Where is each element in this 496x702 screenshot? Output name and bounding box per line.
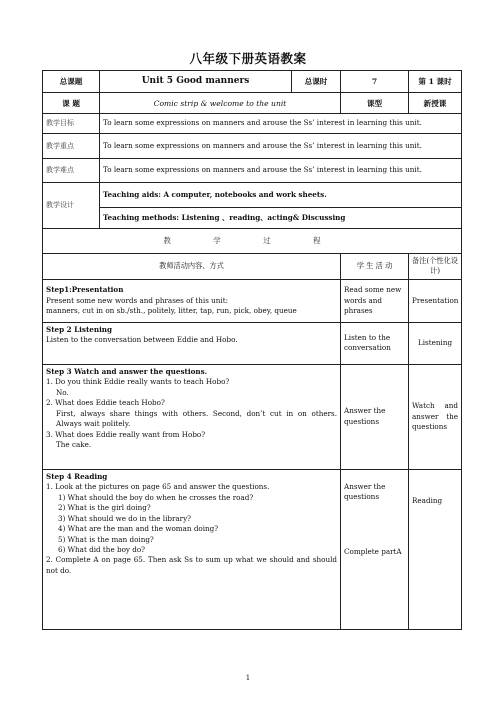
step2-student: Listen to the conversation	[341, 322, 409, 364]
design-row-methods	[43, 208, 462, 229]
step3-q1: 1. Do you think Eddie really wants to teach Hobo?	[46, 377, 230, 387]
topic-label: 课 题	[43, 93, 100, 114]
step3-teacher	[43, 364, 341, 469]
lesson-type-label: 课型	[341, 93, 409, 114]
difficulty-text: To learn some expressions on manners and arouse the Ss’ interest in learning this unit.	[100, 159, 462, 183]
key-point-label: 教学重点	[43, 134, 100, 159]
teaching-aids: Teaching aids: A computer, notebooks and work sheets.	[100, 183, 462, 208]
step4-line2: 2. Complete A on page 65. Then ask Ss to sum up what we should and should not do.	[46, 555, 337, 575]
page-title: 八年级下册英语教案	[189, 51, 307, 66]
remarks-header: 备注(个性化设计)	[409, 254, 462, 280]
key-point-row	[43, 134, 462, 159]
step4-student	[341, 469, 409, 629]
step1-note: Presentation	[409, 279, 462, 322]
teacher-activity-header: 教师活动内容、方式	[43, 254, 341, 280]
goal-label: 教学目标	[43, 114, 100, 134]
step3-student: Answer the questions	[341, 364, 409, 469]
step4-line1: 1. Look at the pictures on page 65 and answer the questions.	[46, 482, 270, 492]
step4-q4: 4) What are the man and the woman doing?	[58, 524, 219, 534]
lesson-plan-table	[42, 70, 462, 630]
student-activity-header: 学 生 活 动	[341, 254, 409, 280]
page-number: 1	[245, 674, 251, 682]
design-row-aids	[43, 183, 462, 208]
step2-title: Step 2 Listening	[46, 324, 113, 334]
step1-line1: Present some new words and phrases of this unit:	[46, 295, 229, 305]
step2-note: Listening	[409, 322, 462, 364]
step4-q5: 5) What is the man doing?	[58, 534, 154, 544]
step3-q2: 2. What does Eddie teach Hobo?	[46, 398, 165, 408]
step3-a3: The cake.	[56, 439, 92, 449]
step4-q6: 6) What did the boy do?	[58, 544, 146, 554]
step4-student2: Complete partA	[344, 546, 402, 556]
step3-a1: No.	[56, 387, 69, 397]
step4-title: Step 4 Reading	[46, 471, 108, 481]
total-topic-label: 总课题	[43, 71, 100, 93]
step4-q2: 2) What is the girl doing?	[58, 503, 151, 513]
step4-q3: 3) What should we do in the library?	[58, 513, 192, 523]
step4-student1: Answer the questions	[344, 481, 386, 502]
process-title-row	[43, 229, 462, 254]
lesson-type-value: 新授课	[409, 93, 462, 114]
step1-line2: manners, cut in on sb./sth., politely, litter, tap, run, pick, obey, queue	[46, 306, 297, 316]
design-label: 教学设计	[43, 183, 100, 229]
step3-title: Step 3 Watch and answer the questions.	[46, 366, 208, 376]
total-hours-label: 总课时	[292, 71, 341, 93]
teaching-methods: Teaching methods: Listening 、reading、acting& Discussing	[100, 208, 462, 229]
step4-row	[43, 469, 462, 629]
goal-text: To learn some expressions on manners and arouse the Ss’ interest in learning this unit.	[100, 114, 462, 134]
key-point-text: To learn some expressions on manners and arouse the Ss’ interest in learning this unit.	[100, 134, 462, 159]
process-header-row	[43, 254, 462, 280]
step3-row	[43, 364, 462, 469]
step3-q3: 3. What does Eddie really want from Hobo?	[46, 429, 206, 439]
step4-teacher	[43, 469, 341, 629]
lesson-number-label: 第 1 课时	[409, 71, 462, 93]
step2-teacher	[43, 322, 341, 364]
topic-value: Comic strip & welcome to the unit	[100, 93, 341, 114]
step1-row	[43, 279, 462, 322]
total-topic-value: Unit 5 Good manners	[100, 71, 292, 93]
step2-line1: Listen to the conversation between Eddie and Hobo.	[46, 335, 238, 345]
step1-teacher	[43, 279, 341, 322]
header-row-1	[43, 71, 462, 93]
step4-q1: 1) What should the boy do when he crosses the road?	[58, 492, 254, 502]
step4-note-cell	[409, 469, 462, 629]
step1-student: Read some new words and phrases	[341, 279, 409, 322]
total-hours-value: 7	[341, 71, 409, 93]
step1-title: Step1:Presentation	[46, 285, 124, 295]
step4-note: Reading	[412, 495, 443, 505]
process-title: 教 学 过 程	[43, 229, 462, 254]
goal-row	[43, 114, 462, 134]
header-row-2	[43, 93, 462, 114]
step2-row	[43, 322, 462, 364]
difficulty-label: 教学难点	[43, 159, 100, 183]
difficulty-row	[43, 159, 462, 183]
step3-a2: First, always share things with others. Second, don’t cut in on others. Always wait politely.	[56, 408, 337, 429]
step3-note: Watch and answer the questions	[409, 364, 462, 469]
